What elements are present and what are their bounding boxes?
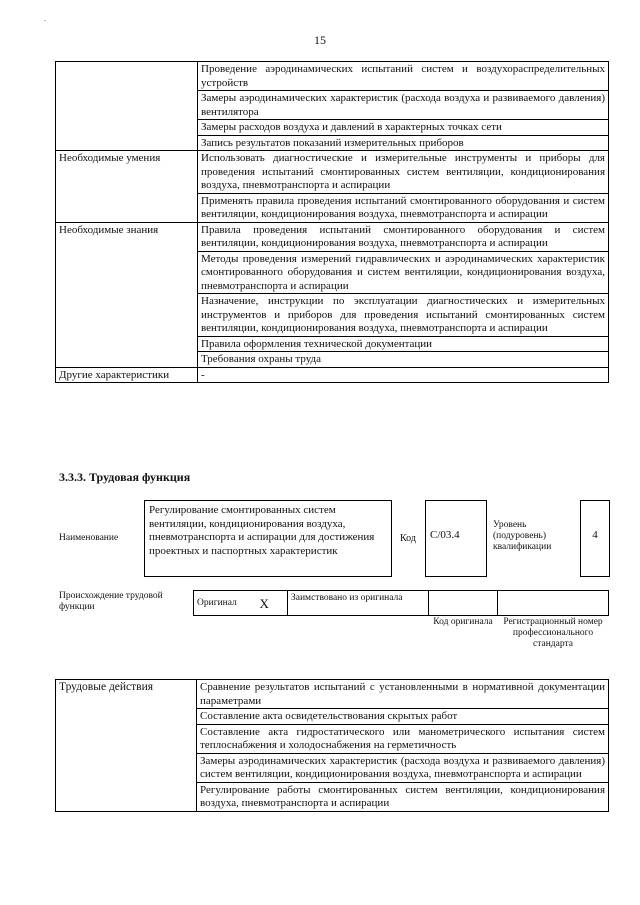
list-item: Использовать диагностические и измерительные инструменты и приборы для проведения испытаний смонтированных систем вентиляции, кондиционирования воздуха, пневмотранспорта и аспирации bbox=[198, 151, 609, 194]
page-mark: . bbox=[44, 14, 46, 23]
original-mark: X bbox=[257, 591, 288, 616]
list-item: Правила оформления технической документации bbox=[198, 336, 609, 352]
list-item: Сравнение результатов испытаний с установленными в нормативной документации параметрами bbox=[197, 680, 609, 709]
original-label: Оригинал bbox=[194, 591, 257, 616]
list-item: Правила проведения испытаний смонтированного оборудования и систем вентиляции, кондиционирования воздуха, пневмотранспорта и аспирации bbox=[198, 222, 609, 251]
table-row bbox=[56, 367, 609, 383]
list-item: Требования охраны труда bbox=[198, 352, 609, 368]
requirements-table bbox=[55, 61, 609, 383]
list-item: Замеры расходов воздуха и давлений в характерных точках сети bbox=[198, 120, 609, 136]
origin-reg-cell bbox=[498, 591, 609, 616]
origin-label: Происхождение трудовой функции bbox=[59, 591, 163, 612]
code-caption: Код оригинала bbox=[433, 617, 493, 627]
list-item: Составление акта освидетельствования скрытых работ bbox=[197, 709, 609, 725]
labor-label: Трудовые действия bbox=[56, 680, 197, 812]
list-item: Проведение аэродинамических испытаний систем и воздухораспределительных устройств bbox=[198, 62, 609, 91]
table-row bbox=[194, 591, 609, 616]
list-item: Методы проведения измерений гидравлических и аэродинамических характеристик смонтированного оборудования и систем вентиляции, кондиционирования воздуха, пневмотранспорта и аспирации bbox=[198, 251, 609, 294]
function-code-value: С/03.4 bbox=[425, 500, 487, 577]
table-row bbox=[56, 222, 609, 251]
list-item: Назначение, инструкции по эксплуатации диагностических и измерительных инструментов и приборов для проведения испытаний смонтированных систем вентиляции, кондиционирования воздуха, пневмотранспорта и аспирации bbox=[198, 294, 609, 337]
level-label: Уровень (подуровень) квалификации bbox=[493, 520, 552, 552]
origin-code-cell bbox=[429, 591, 498, 616]
labor-actions-table bbox=[55, 679, 609, 812]
list-item: Запись результатов показаний измерительных приборов bbox=[198, 135, 609, 151]
list-item: Замеры аэродинамических характеристик (расхода воздуха и развиваемого давления) вентилятора bbox=[198, 91, 609, 120]
origin-table bbox=[193, 590, 609, 616]
list-item: Составление акта гидростатического или манометрического испытания систем теплоснабжения и холодоснабжения на герметичность bbox=[197, 724, 609, 753]
empty-label-cell bbox=[56, 62, 198, 151]
section-heading: 3.3.3. Трудовая функция bbox=[59, 470, 191, 484]
knowledge-label: Необходимые знания bbox=[56, 222, 198, 367]
table-row bbox=[56, 680, 609, 709]
level-value: 4 bbox=[580, 500, 610, 577]
table-row bbox=[56, 151, 609, 194]
registration-caption: Регистрационный номер профессионального стандарта bbox=[503, 617, 603, 649]
list-item: Применять правила проведения испытаний смонтированного оборудования и систем вентиляции, кондиционирования воздуха, пневмотранспорта и аспирации bbox=[198, 193, 609, 222]
name-label: Наименование bbox=[59, 533, 119, 543]
table-row bbox=[56, 62, 609, 91]
list-item: Регулирование работы смонтированных систем вентиляции, кондиционирования воздуха, пневмотранспорта и аспирации bbox=[197, 782, 609, 811]
other-label: Другие характеристики bbox=[56, 367, 198, 383]
code-label: Код bbox=[400, 533, 416, 544]
function-name-value: Регулирование смонтированных систем вентиляции, кондиционирования воздуха, пневмотранспорта и аспирации для достижения проектных и паспортных характеристик bbox=[144, 500, 392, 577]
other-value: - bbox=[198, 367, 609, 383]
list-item: Замеры аэродинамических характеристик (расхода воздуха и развиваемого давления) систем вентиляции, кондиционирования воздуха, пневмотранспорта и аспирации bbox=[197, 753, 609, 782]
skills-label: Необходимые умения bbox=[56, 151, 198, 223]
page-number: 15 bbox=[314, 33, 326, 47]
borrowed-label: Заимствовано из оригинала bbox=[288, 591, 429, 616]
